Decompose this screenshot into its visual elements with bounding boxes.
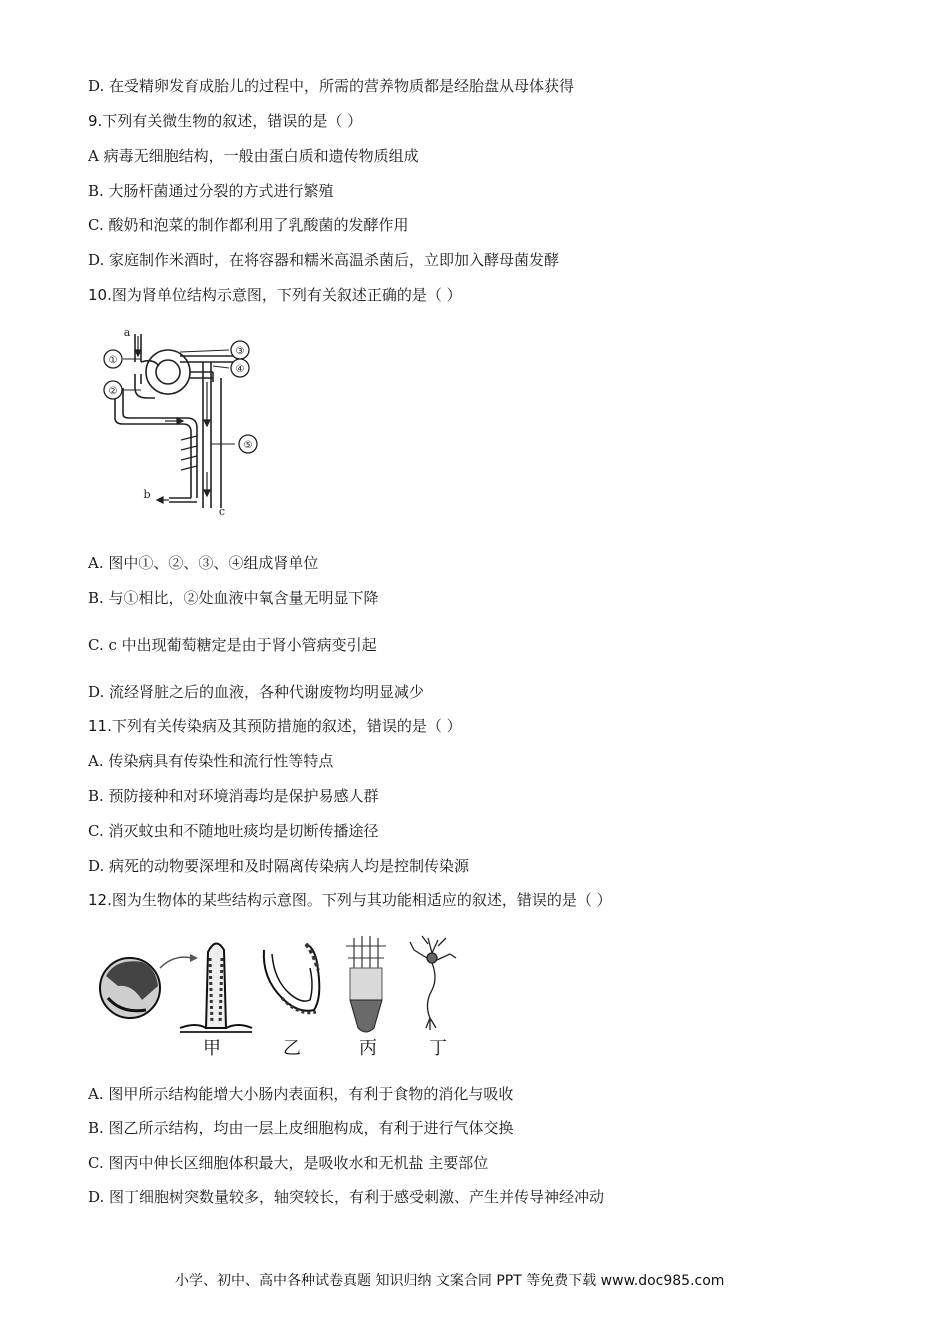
label-5: ⑤ xyxy=(243,440,253,451)
q9-option-c: C. 酸奶和泡菜的制作都利用了乳酸菌的发酵作用 xyxy=(88,216,409,234)
label-c: c xyxy=(218,505,226,518)
label-ding: 丁 xyxy=(429,1038,447,1059)
q12-stem: 12.图为生物体的某些结构示意图。下列与其功能相适应的叙述，错误的是（ ） xyxy=(88,891,612,909)
q10-option-d: D. 流经肾脏之后的血液，各种代谢废物均明显减少 xyxy=(88,683,425,701)
q12-option-c: C. 图丙中伸长区细胞体积最大，是吸收水和无机盐 主要部位 xyxy=(88,1154,489,1172)
q8-option-d: D. 在受精卵发育成胎儿的过程中，所需的营养物质都是经胎盘从母体获得 xyxy=(88,77,575,95)
q12-option-b: B. 图乙所示结构，均由一层上皮细胞构成，有利于进行气体交换 xyxy=(88,1119,514,1137)
label-4: ④ xyxy=(235,364,245,375)
q11-option-c: C. 消灭蚊虫和不随地吐痰均是切断传播途径 xyxy=(88,822,379,840)
label-b: b xyxy=(143,488,151,501)
alveolus-illustration xyxy=(264,944,320,1013)
label-jia: 甲 xyxy=(203,1038,221,1059)
q11-option-d: D. 病死的动物要深埋和及时隔离传染病人均是控制传染源 xyxy=(88,857,470,875)
q11-stem: 11.下列有关传染病及其预防措施的叙述，错误的是（ ） xyxy=(88,717,462,735)
label-yi: 乙 xyxy=(283,1038,301,1059)
neuron-illustration xyxy=(410,936,456,1030)
label-3: ③ xyxy=(235,346,245,357)
q9-option-a: A 病毒无细胞结构，一般由蛋白质和遗传物质组成 xyxy=(88,147,419,165)
q9-stem: 9.下列有关微生物的叙述，错误的是（ ） xyxy=(88,112,363,130)
page-footer: 小学、初中、高中各种试卷真题 知识归纳 文案合同 PPT 等免费下载 www.doc985.com xyxy=(175,1273,725,1289)
nephron-diagram xyxy=(95,322,270,520)
structures-figure xyxy=(92,928,472,1060)
root-tip-illustration xyxy=(346,936,386,1032)
q9-option-d: D. 家庭制作米酒时，在将容器和糯米高温杀菌后，立即加入酵母菌发酵 xyxy=(88,251,560,269)
villus-illustration xyxy=(100,943,252,1032)
q11-option-a: A. 传染病具有传染性和流行性等特点 xyxy=(88,752,334,770)
q10-option-a: A. 图中①、②、③、④组成肾单位 xyxy=(88,554,319,572)
q12-option-a: A. 图甲所示结构能增大小肠内表面积，有利于食物的消化与吸收 xyxy=(88,1085,514,1103)
label-2: ② xyxy=(108,386,118,397)
q11-option-b: B. 预防接种和对环境消毒均是保护易感人群 xyxy=(88,787,379,805)
label-1: ① xyxy=(108,355,118,366)
q10-option-c: C. c 中出现葡萄糖定是由于肾小管病变引起 xyxy=(88,636,377,654)
q12-option-d: D. 图丁细胞树突数量较多，轴突较长，有利于感受刺激、产生并传导神经冲动 xyxy=(88,1188,605,1206)
label-a: a xyxy=(123,326,131,339)
q10-stem: 10.图为肾单位结构示意图，下列有关叙述正确的是（ ） xyxy=(88,286,462,304)
q10-option-b: B. 与①相比，②处血液中氧含量无明显下降 xyxy=(88,589,379,607)
q9-option-b: B. 大肠杆菌通过分裂的方式进行繁殖 xyxy=(88,182,334,200)
label-bing: 丙 xyxy=(359,1038,377,1059)
